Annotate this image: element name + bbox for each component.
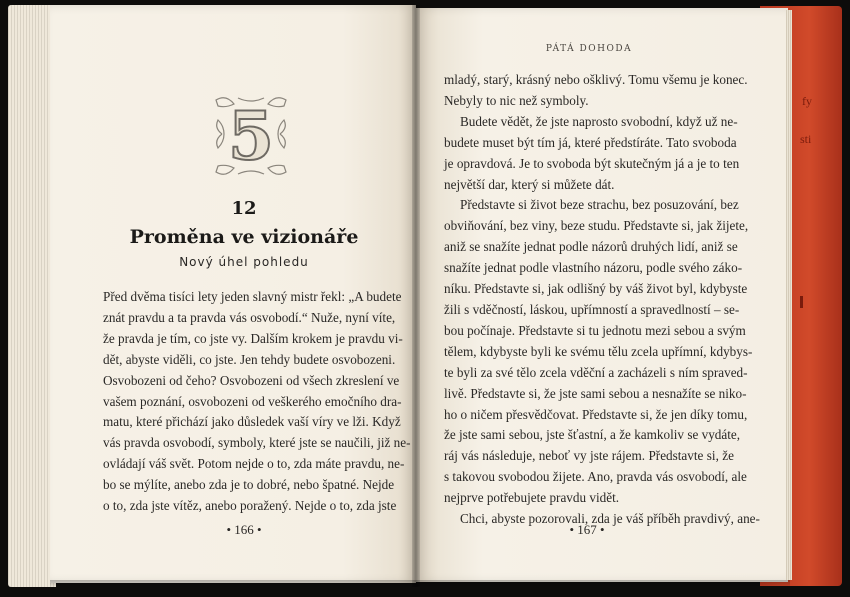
text-line: obviňování, bez viny, beze studu. Představte si, jak žijete, (444, 218, 749, 234)
text-line: že pravda je tím, co jste vy. Dalším krokem je pravdu vi- (103, 330, 403, 346)
text-line: největší dar, který si můžete dát. (444, 176, 615, 192)
text-line: snažíte jednat podle vlastního názoru, podle svého záko- (444, 260, 743, 276)
page-number-right: • 167 • (569, 522, 605, 537)
text-line: bo se mýlíte, anebo zda je to dobré, nebo špatné. Nejde (103, 477, 395, 493)
text-line: dět, abyste viděli, co jste. Jen tehdy budete osvobozeni. (103, 351, 396, 367)
text-line: matu, které přichází jako důsledek vaší víry ve lži. Když (103, 414, 401, 430)
text-line: budete muset být tím já, které předstíráte. Tato svoboda (444, 134, 737, 150)
text-line: ráj vás následuje, neboť vy jste rájem. Představte si, že (444, 448, 734, 464)
text-line: je opravdová. Je to svoboda být skutečným já a je to ten (444, 155, 740, 171)
text-line: Nebyly to nic než symboly. (444, 92, 589, 108)
right-page-body (444, 70, 760, 530)
page-stack-right (786, 10, 792, 580)
text-line: aniž se snažíte jednat podle názorů druhých lidí, aniž se (444, 239, 738, 255)
text-line: že jste sami sebou, jste šťastní, a že kamkoliv se vydáte, (444, 427, 741, 443)
text-line: s takovou svobodou žijete. Ano, pravda vás osvobodí, ale (444, 469, 747, 485)
chapter-emblem-digit: 5 (228, 97, 274, 175)
page-stack-left (8, 5, 56, 587)
text-line: níku. Představte si, jak odlišný by váš život byl, kdybyste (444, 281, 748, 297)
text-line: Před dvěma tisíci lety jeden slavný mistr řekl: „A budete (103, 289, 402, 304)
book-spine (412, 5, 420, 587)
text-line: ovládají váš svět. Potom nejde o to, zda máte pravdu, ne- (103, 456, 405, 472)
text-line: vás pravda osvobodí, symboly, které jste se naučili, již ne- (103, 435, 411, 451)
page-number-left: • 166 • (226, 522, 262, 537)
left-page-body (103, 287, 411, 517)
text-line: tělem, kdybyste byli ke svému tělu zcela upřímní, kdybys- (444, 343, 753, 359)
text-line: vašem poznání, osvobozeni od veškerého emočního dra- (103, 393, 402, 409)
page-shadow (50, 580, 790, 588)
chapter-emblem-icon (212, 94, 290, 178)
text-line: nejprve potřebujete pravdu vidět. (444, 490, 620, 506)
text-line: žili s vděčností, láskou, upřímností a spravedlností – se- (444, 301, 740, 317)
text-line: Představte si život beze strachu, bez posuzování, bez (460, 197, 739, 213)
chapter-title: Proměna ve vizionáře (129, 226, 359, 248)
text-line: Budete vědět, že jste naprosto svobodní, když už ne- (460, 113, 738, 129)
text-line: te byli za své tělo zcela vděční a zacházeli s ním spraved- (444, 364, 748, 380)
cover-mark (800, 296, 803, 308)
chapter-subtitle: Nový úhel pohledu (179, 255, 309, 269)
chapter-number: 12 (231, 198, 257, 219)
text-line: Osvobozeni od čeho? Osvobozeni od všech zkreslení ve (103, 372, 400, 388)
running-head: PÁTÁ DOHODA (545, 44, 633, 54)
text-line: bou počínaje. Představte si tu jednotu mezi sebou a svým (444, 322, 746, 338)
text-line: mladý, starý, krásný nebo ošklivý. Tomu všemu je konec. (444, 72, 748, 87)
text-line: o to, zda jste vítěz, anebo poražený. Nejde o to, zda jste (103, 498, 397, 514)
text-line: ho o ničem přesvědčovat. Představte si, že jen díky tomu, (444, 406, 748, 422)
text-line: Chci, abyste pozorovali, zda je váš příběh pravdivý, ane- (460, 511, 760, 527)
text-line: livě. Představte si, že jste sami sebou a nesnažíte se niko- (444, 385, 747, 401)
cover-text-fragment: sti (800, 132, 812, 146)
text-line: znát pravdu a ta pravda vás osvobodí.“ Nuže, nyní víte, (103, 309, 396, 325)
cover-text-fragment: fy (802, 94, 812, 108)
